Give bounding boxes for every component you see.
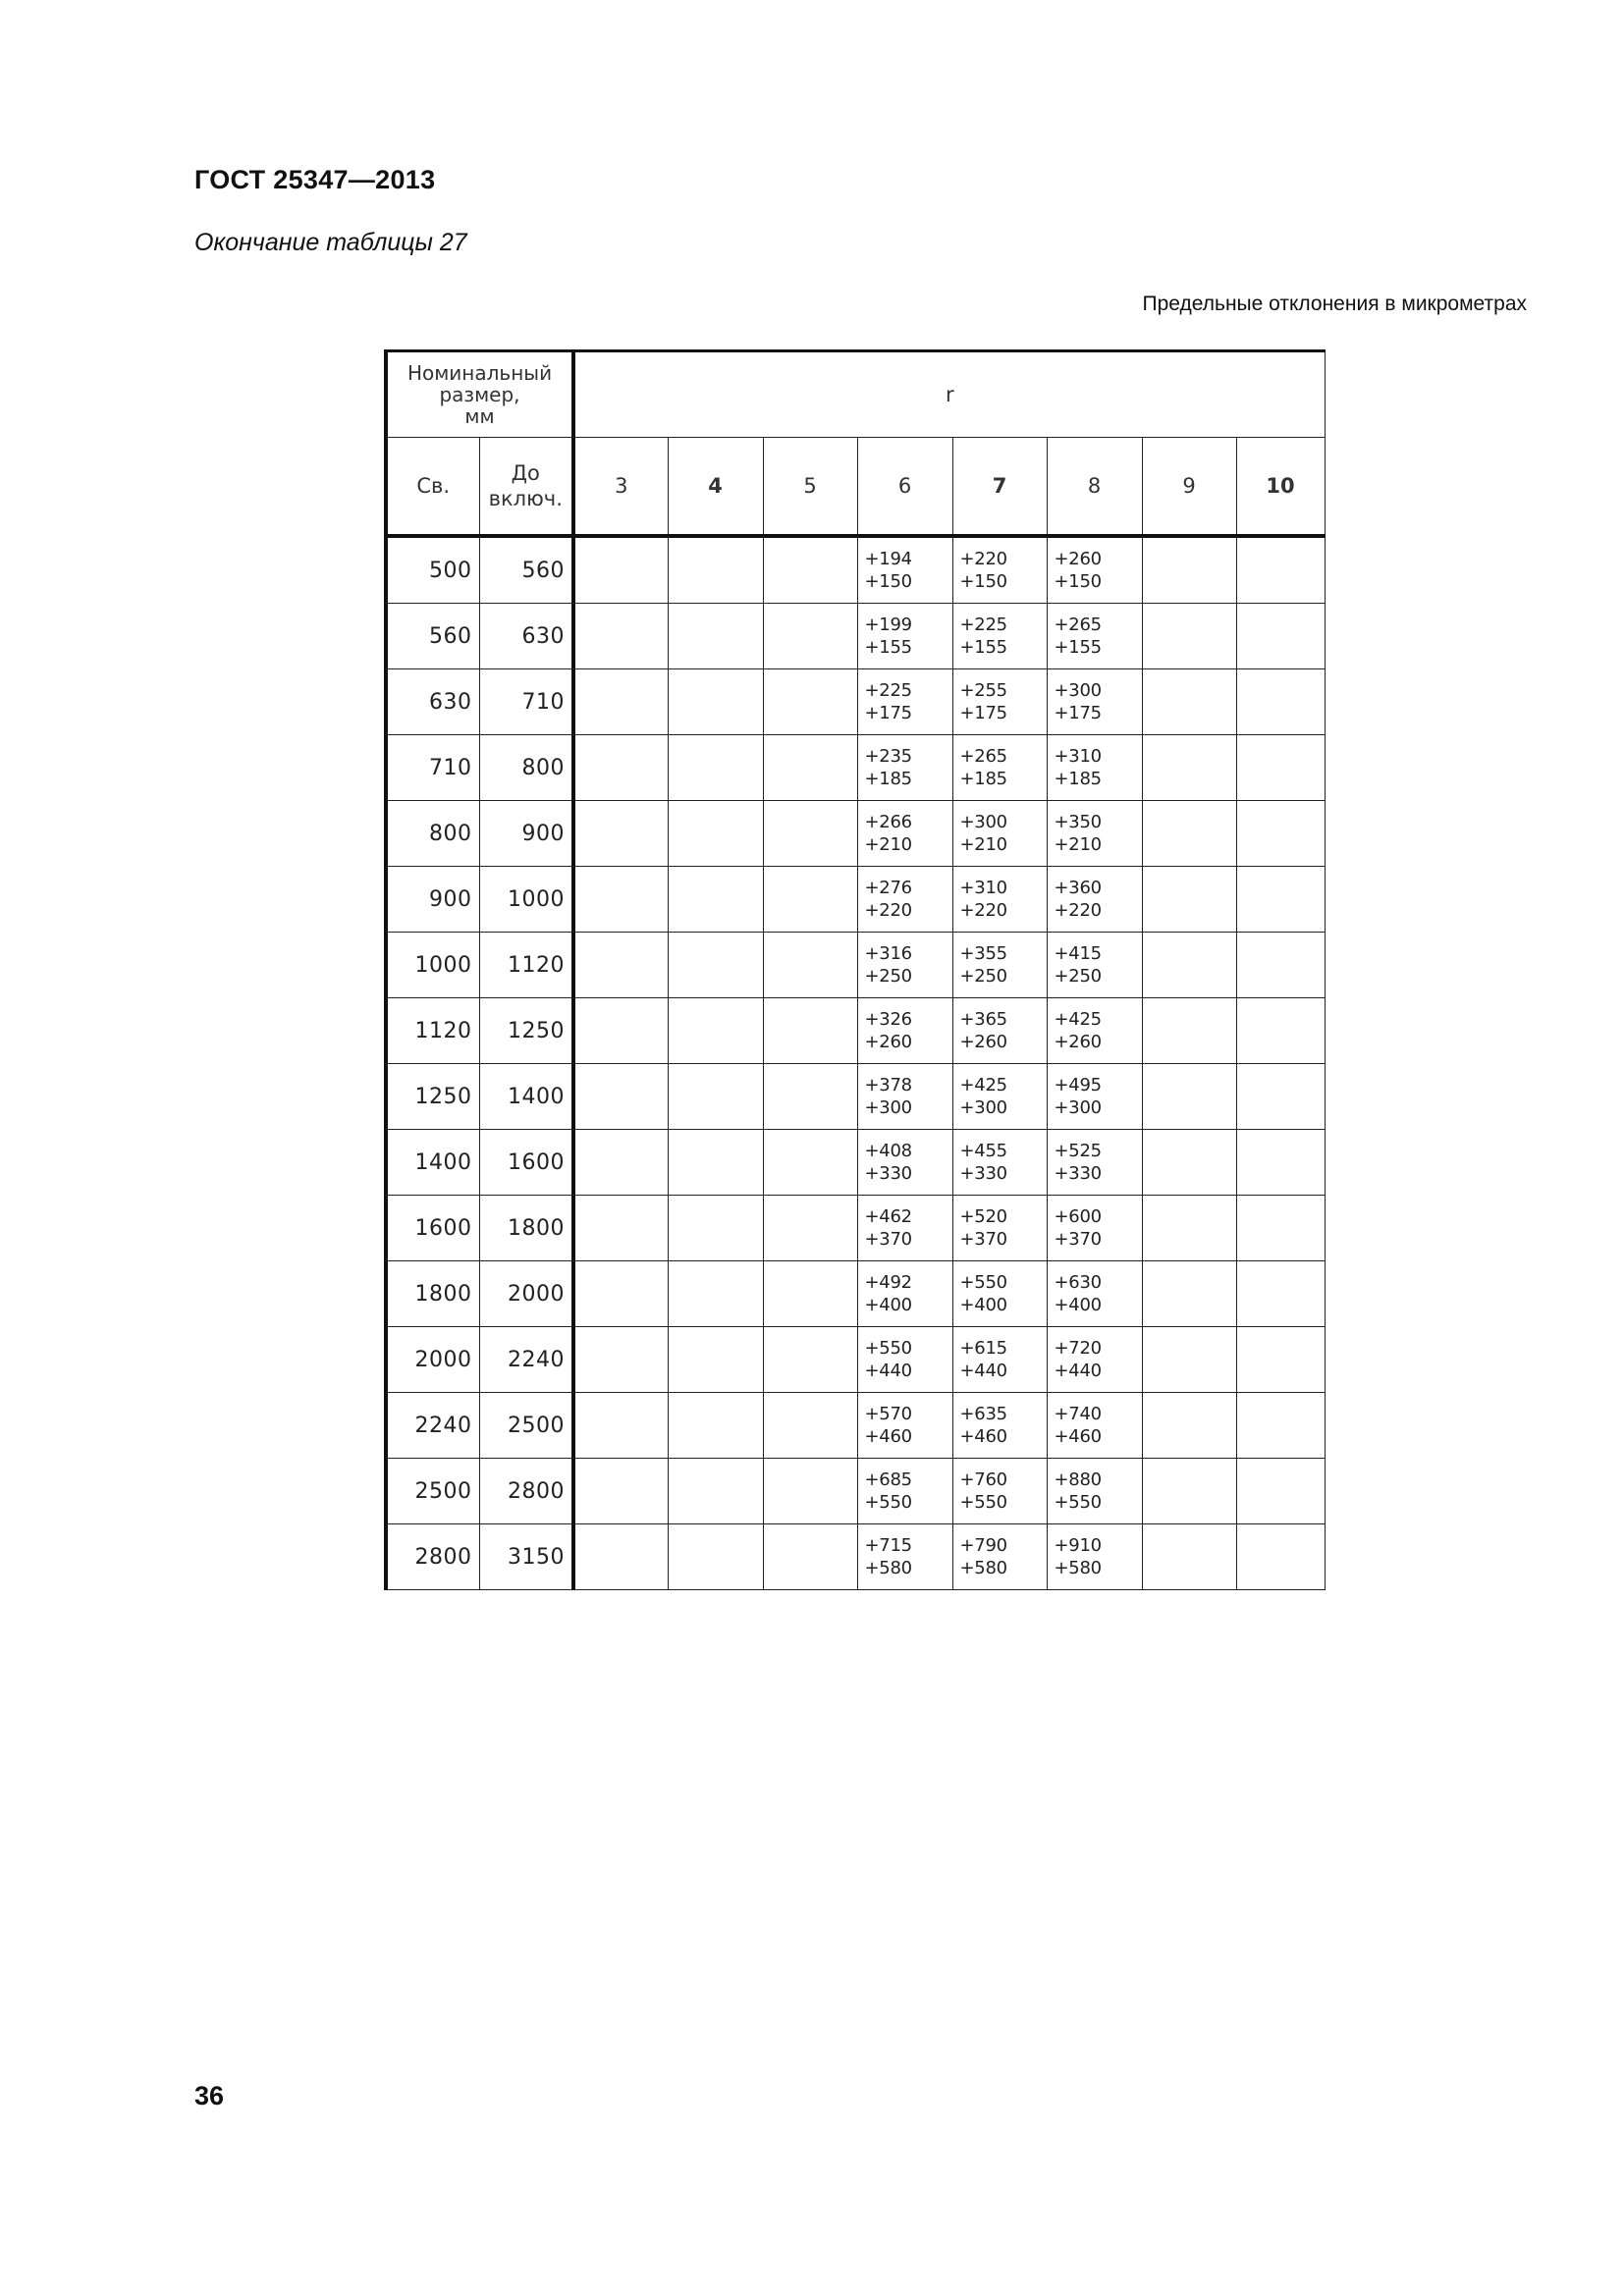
lower-deviation: +400 xyxy=(864,1295,912,1315)
deviation-cell-g3 xyxy=(573,536,668,604)
deviation-cell-g9 xyxy=(1142,1393,1236,1459)
table-row xyxy=(386,1393,1325,1459)
size-to-cell: 1800 xyxy=(479,1196,573,1261)
upper-deviation: +300 xyxy=(959,812,1007,832)
lower-deviation: +400 xyxy=(959,1295,1007,1315)
deviation-cell-g8 xyxy=(1047,1459,1142,1524)
lower-deviation: +330 xyxy=(864,1163,912,1184)
size-from-cell: 1250 xyxy=(386,1064,479,1130)
table-row xyxy=(386,1196,1325,1261)
deviation-cell-g3 xyxy=(573,998,668,1064)
deviation-cell-g10 xyxy=(1236,536,1325,604)
lower-deviation: +580 xyxy=(864,1558,912,1578)
deviation-cell-g8 xyxy=(1047,536,1142,604)
deviation-cell-g7 xyxy=(952,998,1047,1064)
deviation-cell-g5 xyxy=(763,669,857,735)
upper-deviation: +199 xyxy=(864,614,912,635)
deviation-cell-g10 xyxy=(1236,998,1325,1064)
deviation-cell-g5 xyxy=(763,1196,857,1261)
upper-deviation: +635 xyxy=(959,1404,1007,1424)
deviation-cell-g4 xyxy=(668,1393,763,1459)
deviation-cell-g3 xyxy=(573,1393,668,1459)
size-from-cell: 1400 xyxy=(386,1130,479,1196)
deviation-cell-g7 xyxy=(952,867,1047,933)
size-to-cell: 1600 xyxy=(479,1130,573,1196)
deviation-cell-g4 xyxy=(668,735,763,801)
deviation-cell-g6 xyxy=(857,669,952,735)
upper-deviation: +255 xyxy=(959,680,1007,701)
lower-deviation: +260 xyxy=(1054,1032,1102,1052)
deviation-cell-g10 xyxy=(1236,669,1325,735)
lower-deviation: +440 xyxy=(1054,1361,1102,1381)
table-row xyxy=(386,998,1325,1064)
size-to-cell: 800 xyxy=(479,735,573,801)
deviation-cell-g3 xyxy=(573,933,668,998)
deviation-cell-g6 xyxy=(857,1327,952,1393)
table-row xyxy=(386,1524,1325,1590)
size-from-cell: 710 xyxy=(386,735,479,801)
deviation-cell-g8 xyxy=(1047,1196,1142,1261)
deviation-cell-g4 xyxy=(668,867,763,933)
to-size-header-line: До xyxy=(511,461,540,485)
upper-deviation: +360 xyxy=(1054,878,1102,898)
upper-deviation: +790 xyxy=(959,1535,1007,1556)
deviation-cell-g6 xyxy=(857,604,952,669)
upper-deviation: +740 xyxy=(1054,1404,1102,1424)
upper-deviation: +910 xyxy=(1054,1535,1102,1556)
deviation-cell-g7 xyxy=(952,1524,1047,1590)
upper-deviation: +225 xyxy=(959,614,1007,635)
deviation-cell-g8 xyxy=(1047,801,1142,867)
lower-deviation: +155 xyxy=(1054,637,1102,658)
size-from-cell: 2800 xyxy=(386,1524,479,1590)
size-to-cell: 710 xyxy=(479,669,573,735)
upper-deviation: +276 xyxy=(864,878,912,898)
deviation-cell-g10 xyxy=(1236,735,1325,801)
deviation-cell-g7 xyxy=(952,1261,1047,1327)
deviation-cell-g10 xyxy=(1236,1459,1325,1524)
page-number: 36 xyxy=(194,2081,225,2110)
lower-deviation: +260 xyxy=(864,1032,912,1052)
deviation-cell-g10 xyxy=(1236,604,1325,669)
deviation-cell-g5 xyxy=(763,933,857,998)
deviation-cell-g3 xyxy=(573,1261,668,1327)
deviation-cell-g10 xyxy=(1236,1524,1325,1590)
table-header-row xyxy=(386,351,1325,438)
to-size-header-line: включ. xyxy=(488,487,563,510)
deviation-cell-g4 xyxy=(668,1196,763,1261)
size-from-cell: 1000 xyxy=(386,933,479,998)
lower-deviation: +250 xyxy=(1054,966,1102,987)
upper-deviation: +326 xyxy=(864,1009,912,1030)
upper-deviation: +265 xyxy=(1054,614,1102,635)
upper-deviation: +425 xyxy=(1054,1009,1102,1030)
upper-deviation: +685 xyxy=(864,1469,912,1490)
lower-deviation: +460 xyxy=(959,1426,1007,1447)
upper-deviation: +715 xyxy=(864,1535,912,1556)
deviation-cell-g4 xyxy=(668,604,763,669)
upper-deviation: +880 xyxy=(1054,1469,1102,1490)
upper-deviation: +600 xyxy=(1054,1206,1102,1227)
deviation-cell-g4 xyxy=(668,933,763,998)
size-from-cell: 1800 xyxy=(386,1261,479,1327)
deviation-cell-g9 xyxy=(1142,1196,1236,1261)
size-to-cell: 2000 xyxy=(479,1261,573,1327)
lower-deviation: +300 xyxy=(864,1097,912,1118)
deviation-cell-g9 xyxy=(1142,1064,1236,1130)
deviation-cell-g6 xyxy=(857,735,952,801)
deviation-cell-g6 xyxy=(857,867,952,933)
deviation-cell-g4 xyxy=(668,1459,763,1524)
deviation-cell-g10 xyxy=(1236,1327,1325,1393)
upper-deviation: +350 xyxy=(1054,812,1102,832)
size-from-cell: 500 xyxy=(386,536,479,604)
deviation-cell-g7 xyxy=(952,1064,1047,1130)
upper-deviation: +492 xyxy=(864,1272,912,1293)
lower-deviation: +150 xyxy=(959,571,1007,592)
size-to-cell: 1400 xyxy=(479,1064,573,1130)
deviation-cell-g4 xyxy=(668,536,763,604)
deviation-cell-g6 xyxy=(857,1524,952,1590)
size-from-cell: 1120 xyxy=(386,998,479,1064)
lower-deviation: +220 xyxy=(1054,900,1102,921)
deviation-cell-g7 xyxy=(952,933,1047,998)
deviation-cell-g8 xyxy=(1047,1327,1142,1393)
lower-deviation: +300 xyxy=(1054,1097,1102,1118)
upper-deviation: +455 xyxy=(959,1141,1007,1161)
deviation-cell-g8 xyxy=(1047,735,1142,801)
deviation-cell-g3 xyxy=(573,867,668,933)
size-from-cell: 900 xyxy=(386,867,479,933)
deviation-cell-g7 xyxy=(952,1327,1047,1393)
tolerance-table xyxy=(384,349,1326,1590)
lower-deviation: +175 xyxy=(959,703,1007,723)
deviation-cell-g5 xyxy=(763,801,857,867)
deviation-cell-g8 xyxy=(1047,998,1142,1064)
deviation-cell-g4 xyxy=(668,1261,763,1327)
deviation-cell-g3 xyxy=(573,1196,668,1261)
grade-header: 3 xyxy=(573,438,668,537)
lower-deviation: +440 xyxy=(864,1361,912,1381)
deviation-cell-g10 xyxy=(1236,933,1325,998)
deviation-cell-g9 xyxy=(1142,1459,1236,1524)
size-to-cell: 560 xyxy=(479,536,573,604)
lower-deviation: +155 xyxy=(959,637,1007,658)
deviation-cell-g9 xyxy=(1142,1261,1236,1327)
deviation-cell-g8 xyxy=(1047,1064,1142,1130)
deviation-cell-g6 xyxy=(857,1261,952,1327)
deviation-cell-g6 xyxy=(857,1393,952,1459)
deviation-cell-g3 xyxy=(573,1327,668,1393)
upper-deviation: +760 xyxy=(959,1469,1007,1490)
lower-deviation: +460 xyxy=(1054,1426,1102,1447)
upper-deviation: +265 xyxy=(959,746,1007,767)
deviation-cell-g7 xyxy=(952,536,1047,604)
upper-deviation: +310 xyxy=(959,878,1007,898)
to-size-header xyxy=(479,438,573,537)
upper-deviation: +235 xyxy=(864,746,912,767)
units-note: Предельные отклонения в микрометрах xyxy=(1142,293,1527,315)
upper-deviation: +550 xyxy=(959,1272,1007,1293)
deviation-cell-g5 xyxy=(763,867,857,933)
table-row xyxy=(386,867,1325,933)
lower-deviation: +220 xyxy=(864,900,912,921)
deviation-cell-g3 xyxy=(573,669,668,735)
lower-deviation: +370 xyxy=(959,1229,1007,1250)
deviation-cell-g6 xyxy=(857,536,952,604)
upper-deviation: +225 xyxy=(864,680,912,701)
table-caption: Окончание таблицы 27 xyxy=(194,229,467,256)
deviation-cell-g5 xyxy=(763,735,857,801)
deviation-cell-g5 xyxy=(763,604,857,669)
size-to-cell: 900 xyxy=(479,801,573,867)
lower-deviation: +150 xyxy=(864,571,912,592)
lower-deviation: +210 xyxy=(959,834,1007,855)
lower-deviation: +185 xyxy=(1054,769,1102,789)
deviation-cell-g6 xyxy=(857,933,952,998)
deviation-cell-g5 xyxy=(763,536,857,604)
deviation-cell-g5 xyxy=(763,1524,857,1590)
deviation-cell-g8 xyxy=(1047,1130,1142,1196)
deviation-cell-g10 xyxy=(1236,1196,1325,1261)
grade-header: 8 xyxy=(1047,438,1142,537)
upper-deviation: +425 xyxy=(959,1075,1007,1095)
deviation-cell-g7 xyxy=(952,1393,1047,1459)
table-row xyxy=(386,1064,1325,1130)
deviation-cell-g9 xyxy=(1142,1130,1236,1196)
size-to-cell: 2800 xyxy=(479,1459,573,1524)
deviation-cell-g9 xyxy=(1142,669,1236,735)
deviation-cell-g10 xyxy=(1236,867,1325,933)
deviation-cell-g10 xyxy=(1236,1261,1325,1327)
deviation-cell-g8 xyxy=(1047,669,1142,735)
deviation-cell-g5 xyxy=(763,1064,857,1130)
deviation-cell-g8 xyxy=(1047,604,1142,669)
deviation-cell-g5 xyxy=(763,1393,857,1459)
deviation-cell-g7 xyxy=(952,1196,1047,1261)
deviation-cell-g5 xyxy=(763,1130,857,1196)
deviation-cell-g6 xyxy=(857,1130,952,1196)
upper-deviation: +355 xyxy=(959,943,1007,964)
size-to-cell: 630 xyxy=(479,604,573,669)
lower-deviation: +330 xyxy=(1054,1163,1102,1184)
deviation-cell-g4 xyxy=(668,998,763,1064)
table-row xyxy=(386,1130,1325,1196)
lower-deviation: +250 xyxy=(959,966,1007,987)
table-row xyxy=(386,1261,1325,1327)
deviation-cell-g10 xyxy=(1236,1393,1325,1459)
upper-deviation: +194 xyxy=(864,549,912,569)
deviation-cell-g8 xyxy=(1047,1524,1142,1590)
lower-deviation: +175 xyxy=(1054,703,1102,723)
lower-deviation: +370 xyxy=(864,1229,912,1250)
table-subheader-row xyxy=(386,438,1325,537)
upper-deviation: +408 xyxy=(864,1141,912,1161)
deviation-cell-g6 xyxy=(857,1064,952,1130)
deviation-cell-g3 xyxy=(573,1064,668,1130)
deviation-cell-g7 xyxy=(952,669,1047,735)
size-to-cell: 2240 xyxy=(479,1327,573,1393)
upper-deviation: +525 xyxy=(1054,1141,1102,1161)
nominal-header-line: Номинальный xyxy=(406,361,553,385)
deviation-cell-g3 xyxy=(573,1524,668,1590)
grade-header: 5 xyxy=(763,438,857,537)
table-row xyxy=(386,1327,1325,1393)
upper-deviation: +378 xyxy=(864,1075,912,1095)
grade-header: 4 xyxy=(668,438,763,537)
size-from-cell: 800 xyxy=(386,801,479,867)
lower-deviation: +550 xyxy=(959,1492,1007,1513)
lower-deviation: +210 xyxy=(864,834,912,855)
size-to-cell: 1250 xyxy=(479,998,573,1064)
deviation-cell-g8 xyxy=(1047,933,1142,998)
nominal-header-line: размер, xyxy=(439,383,520,406)
lower-deviation: +150 xyxy=(1054,571,1102,592)
deviation-cell-g7 xyxy=(952,1130,1047,1196)
upper-deviation: +415 xyxy=(1054,943,1102,964)
deviation-cell-g4 xyxy=(668,801,763,867)
lower-deviation: +185 xyxy=(959,769,1007,789)
size-from-cell: 2000 xyxy=(386,1327,479,1393)
size-to-cell: 1000 xyxy=(479,867,573,933)
lower-deviation: +460 xyxy=(864,1426,912,1447)
upper-deviation: +720 xyxy=(1054,1338,1102,1359)
deviation-cell-g9 xyxy=(1142,604,1236,669)
document-title: ГОСТ 25347—2013 xyxy=(194,165,436,194)
lower-deviation: +370 xyxy=(1054,1229,1102,1250)
nominal-size-header xyxy=(386,351,573,438)
deviation-cell-g7 xyxy=(952,604,1047,669)
deviation-cell-g5 xyxy=(763,1261,857,1327)
lower-deviation: +550 xyxy=(864,1492,912,1513)
upper-deviation: +365 xyxy=(959,1009,1007,1030)
lower-deviation: +260 xyxy=(959,1032,1007,1052)
grade-header: 7 xyxy=(952,438,1047,537)
deviation-cell-g9 xyxy=(1142,536,1236,604)
upper-deviation: +550 xyxy=(864,1338,912,1359)
deviation-cell-g9 xyxy=(1142,867,1236,933)
deviation-cell-g9 xyxy=(1142,998,1236,1064)
deviation-cell-g8 xyxy=(1047,867,1142,933)
deviation-cell-g4 xyxy=(668,1130,763,1196)
lower-deviation: +400 xyxy=(1054,1295,1102,1315)
deviation-cell-g3 xyxy=(573,604,668,669)
deviation-cell-g8 xyxy=(1047,1261,1142,1327)
deviation-cell-g7 xyxy=(952,735,1047,801)
upper-deviation: +495 xyxy=(1054,1075,1102,1095)
deviation-cell-g9 xyxy=(1142,1524,1236,1590)
table-row xyxy=(386,669,1325,735)
lower-deviation: +300 xyxy=(959,1097,1007,1118)
lower-deviation: +155 xyxy=(864,637,912,658)
deviation-cell-g8 xyxy=(1047,1393,1142,1459)
lower-deviation: +210 xyxy=(1054,834,1102,855)
table-row xyxy=(386,735,1325,801)
deviation-cell-g9 xyxy=(1142,1327,1236,1393)
upper-deviation: +220 xyxy=(959,549,1007,569)
upper-deviation: +570 xyxy=(864,1404,912,1424)
deviation-cell-g7 xyxy=(952,801,1047,867)
deviation-cell-g4 xyxy=(668,1064,763,1130)
upper-deviation: +310 xyxy=(1054,746,1102,767)
upper-deviation: +266 xyxy=(864,812,912,832)
table-row xyxy=(386,933,1325,998)
size-from-cell: 2240 xyxy=(386,1393,479,1459)
deviation-cell-g10 xyxy=(1236,801,1325,867)
deviation-cell-g5 xyxy=(763,998,857,1064)
deviation-cell-g4 xyxy=(668,669,763,735)
grade-header: 6 xyxy=(857,438,952,537)
table-row xyxy=(386,604,1325,669)
table-row xyxy=(386,1459,1325,1524)
nominal-header-line: мм xyxy=(464,404,495,428)
upper-deviation: +260 xyxy=(1054,549,1102,569)
size-from-cell: 630 xyxy=(386,669,479,735)
from-size-header: Св. xyxy=(386,438,479,537)
deviation-cell-g5 xyxy=(763,1459,857,1524)
deviation-cell-g6 xyxy=(857,1459,952,1524)
size-from-cell: 560 xyxy=(386,604,479,669)
lower-deviation: +440 xyxy=(959,1361,1007,1381)
lower-deviation: +580 xyxy=(1054,1558,1102,1578)
deviation-cell-g6 xyxy=(857,1196,952,1261)
lower-deviation: +185 xyxy=(864,769,912,789)
upper-deviation: +316 xyxy=(864,943,912,964)
deviation-cell-g3 xyxy=(573,1459,668,1524)
deviation-cell-g3 xyxy=(573,735,668,801)
lower-deviation: +220 xyxy=(959,900,1007,921)
upper-deviation: +300 xyxy=(1054,680,1102,701)
lower-deviation: +250 xyxy=(864,966,912,987)
upper-deviation: +462 xyxy=(864,1206,912,1227)
deviation-cell-g6 xyxy=(857,801,952,867)
deviation-cell-g6 xyxy=(857,998,952,1064)
table-row xyxy=(386,536,1325,604)
grade-header: 10 xyxy=(1236,438,1325,537)
deviation-cell-g4 xyxy=(668,1524,763,1590)
deviation-cell-g4 xyxy=(668,1327,763,1393)
deviation-cell-g10 xyxy=(1236,1130,1325,1196)
deviation-cell-g9 xyxy=(1142,801,1236,867)
tolerance-field-header: r xyxy=(573,351,1325,438)
deviation-cell-g9 xyxy=(1142,735,1236,801)
lower-deviation: +330 xyxy=(959,1163,1007,1184)
deviation-cell-g9 xyxy=(1142,933,1236,998)
table-row xyxy=(386,801,1325,867)
size-from-cell: 1600 xyxy=(386,1196,479,1261)
deviation-cell-g3 xyxy=(573,801,668,867)
upper-deviation: +615 xyxy=(959,1338,1007,1359)
size-to-cell: 2500 xyxy=(479,1393,573,1459)
size-from-cell: 2500 xyxy=(386,1459,479,1524)
upper-deviation: +630 xyxy=(1054,1272,1102,1293)
deviation-cell-g3 xyxy=(573,1130,668,1196)
lower-deviation: +175 xyxy=(864,703,912,723)
deviation-cell-g5 xyxy=(763,1327,857,1393)
lower-deviation: +580 xyxy=(959,1558,1007,1578)
upper-deviation: +520 xyxy=(959,1206,1007,1227)
size-to-cell: 1120 xyxy=(479,933,573,998)
size-to-cell: 3150 xyxy=(479,1524,573,1590)
lower-deviation: +550 xyxy=(1054,1492,1102,1513)
deviation-cell-g7 xyxy=(952,1459,1047,1524)
deviation-cell-g10 xyxy=(1236,1064,1325,1130)
grade-header: 9 xyxy=(1142,438,1236,537)
